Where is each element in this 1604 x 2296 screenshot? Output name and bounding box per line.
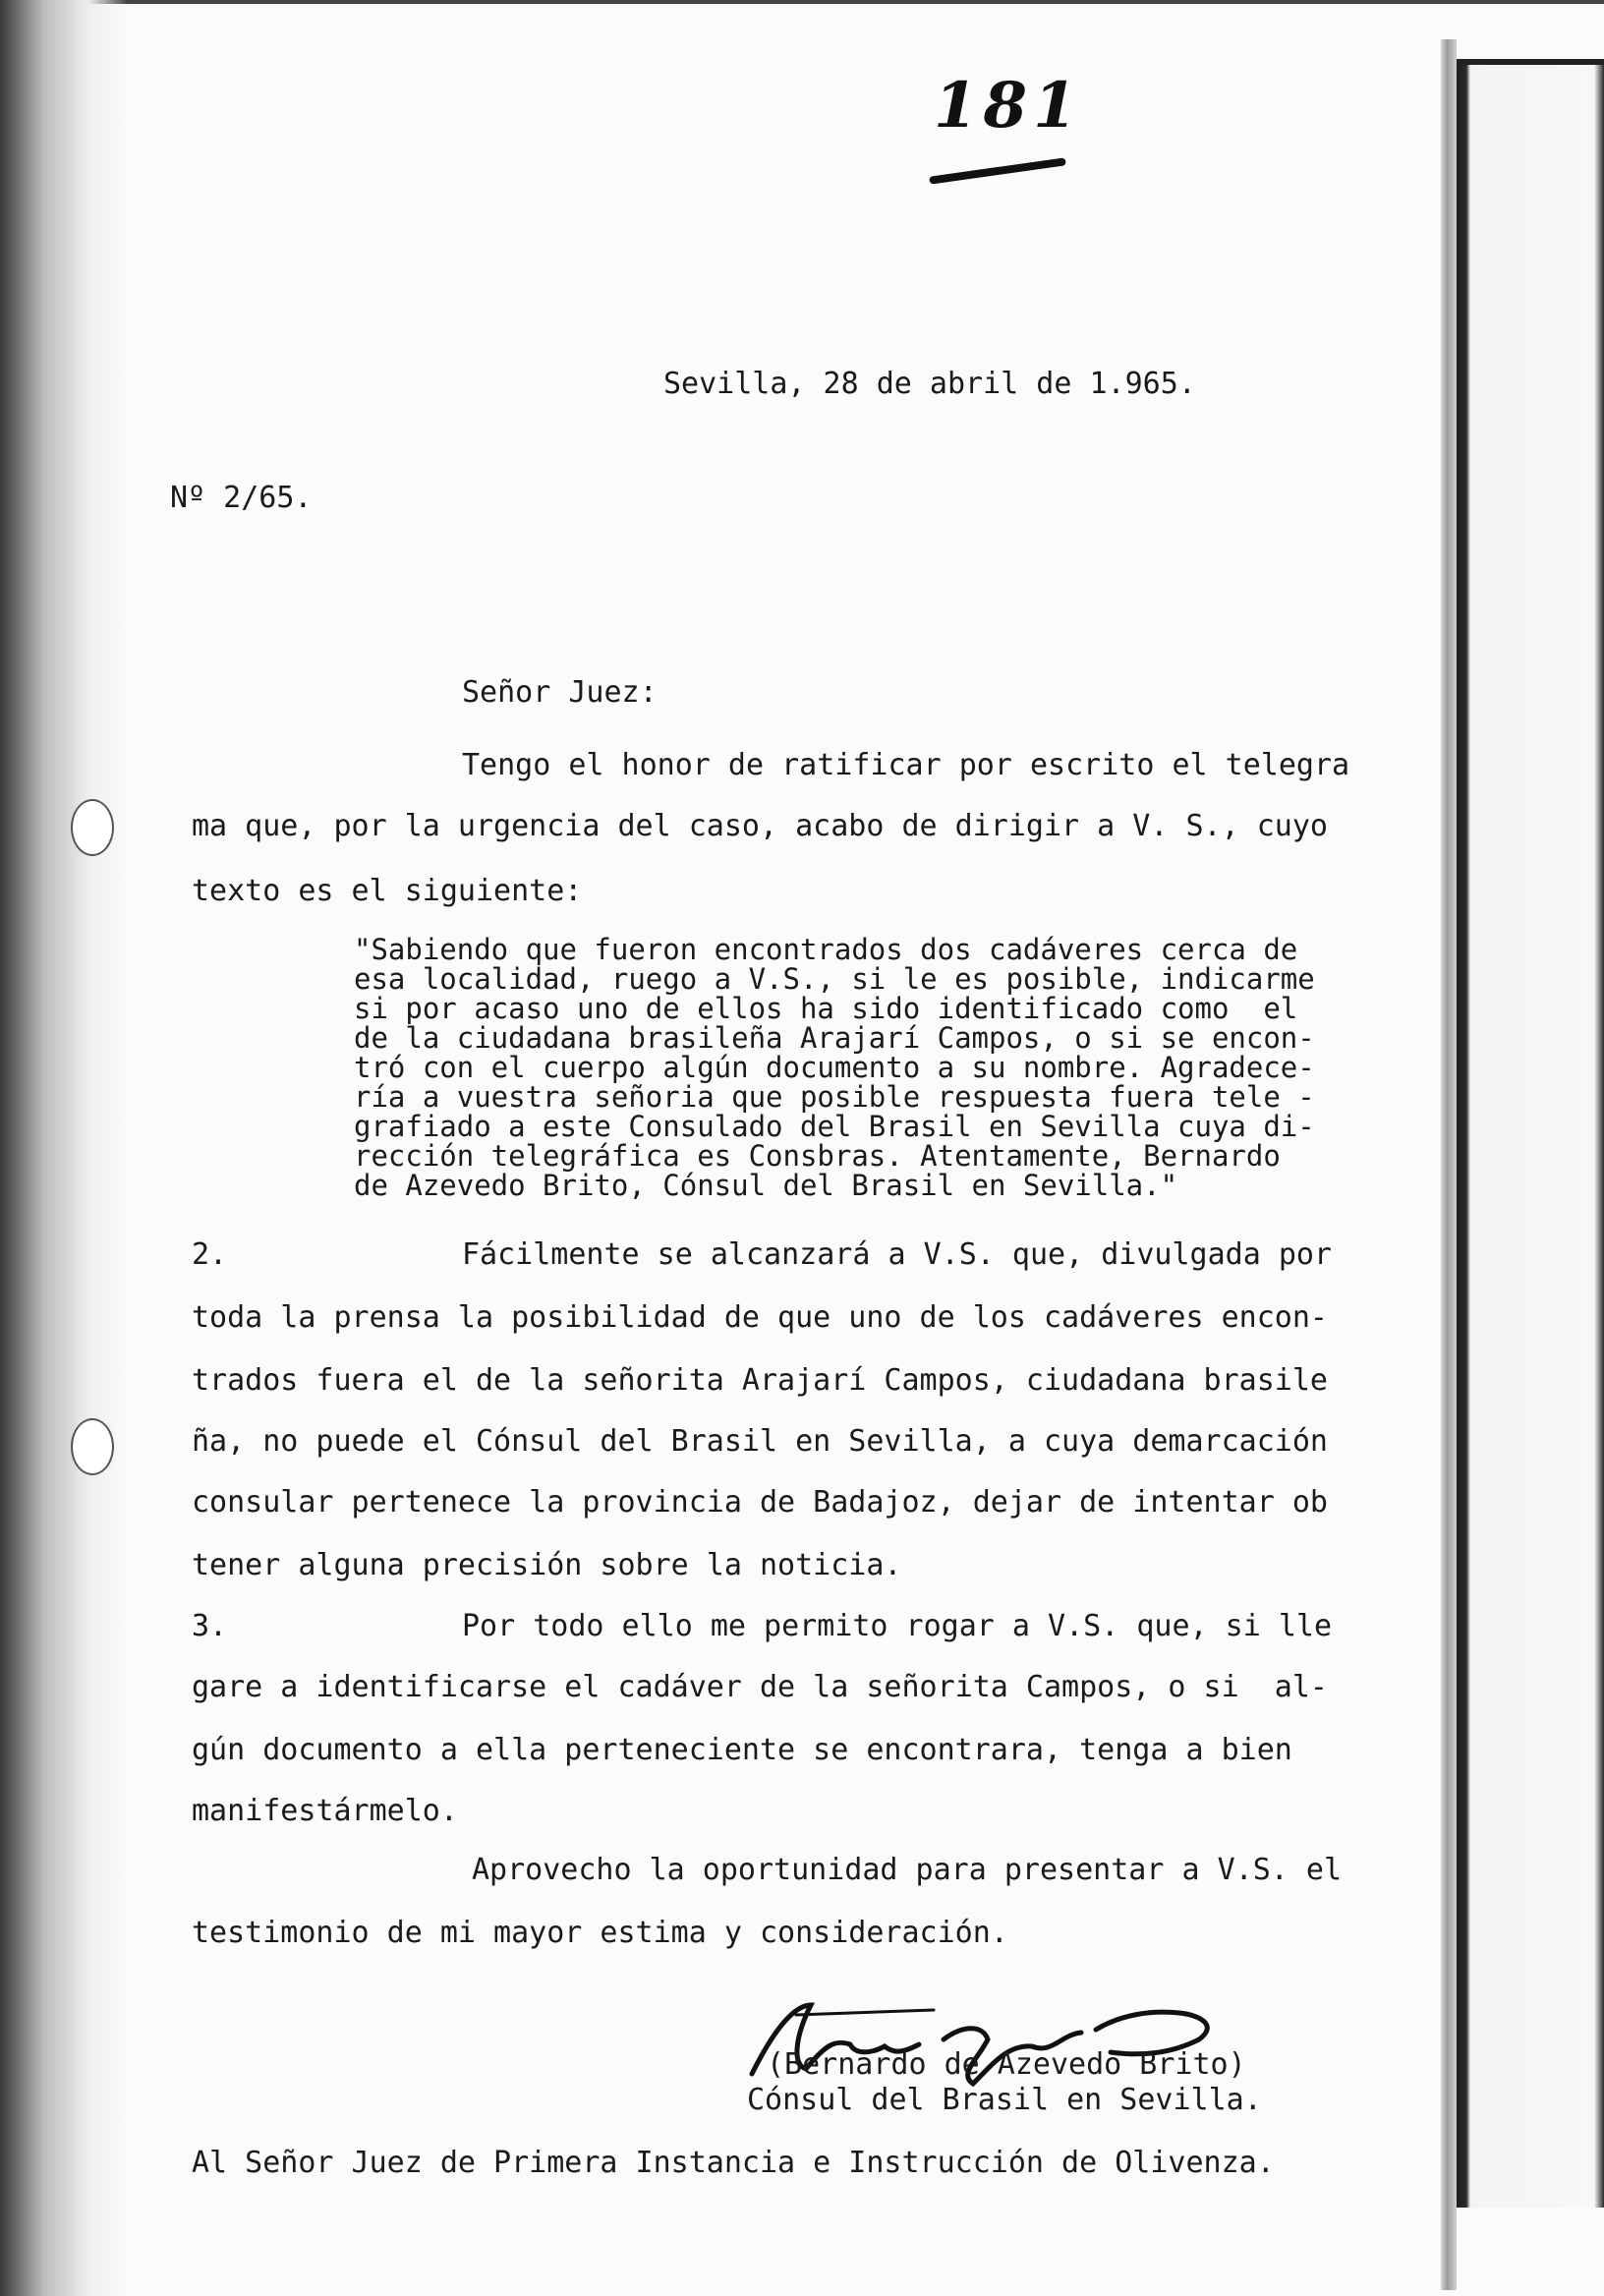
paragraph3-line: manifestármelo. [192, 1794, 458, 1828]
quote-line: rección telegráfica es Consbras. Atentamente, Bernardo [354, 1139, 1281, 1173]
paragraph1-line: ma que, por la urgencia del caso, acabo de dirigir a V. S., cuyo [192, 809, 1328, 843]
paragraph2-line: ña, no puede el Cónsul del Brasil en Sevilla, a cuya demarcación [192, 1424, 1328, 1459]
quote-line: de la ciudadana brasileña Arajarí Campos, o si se encon- [354, 1021, 1315, 1055]
paragraph3-number: 3. [192, 1609, 228, 1643]
paragraph2-line: toda la prensa la posibilidad de que uno de los cadáveres encon- [192, 1300, 1328, 1335]
paragraph2-line: consular pertenece la provincia de Badajoz, dejar de intentar ob [192, 1485, 1328, 1520]
salutation: Señor Juez: [462, 675, 658, 710]
reference-number: Nº 2/65. [170, 481, 313, 515]
quote-line: ría a vuestra señoria que posible respuesta fuera tele - [354, 1080, 1315, 1114]
folio-number: 181 [934, 69, 1083, 143]
folio-underline [929, 157, 1066, 184]
addressee: Al Señor Juez de Primera Instancia e Instrucción de Olivenza. [192, 2146, 1275, 2180]
paragraph2-line: trados fuera el de la señorita Arajarí Campos, ciudadana brasile [192, 1363, 1328, 1398]
quote-line: esa localidad, ruego a V.S., si le es posible, indicarme [354, 962, 1315, 996]
paragraph3-line: gare a identificarse el cadáver de la señorita Campos, o si al- [192, 1670, 1328, 1704]
right-binding-strip [1441, 39, 1457, 2290]
quote-line: tró con el cuerpo algún documento a su nombre. Agradece- [354, 1051, 1315, 1084]
quote-line: "Sabiendo que fueron encontrados dos cadáveres cerca de [354, 933, 1298, 966]
right-scan-edge [1457, 59, 1604, 2208]
signer-title: Cónsul del Brasil en Sevilla. [747, 2083, 1262, 2117]
paragraph2-number: 2. [192, 1237, 228, 1272]
closing-line: Aprovecho la oportunidad para presentar a V.S. el [472, 1853, 1343, 1887]
paragraph2-line: Fácilmente se alcanzará a V.S. que, divulgada por [462, 1237, 1333, 1272]
paragraph3-line: gún documento a ella perteneciente se encontrara, tenga a bien [192, 1733, 1292, 1767]
paragraph2-line: tener alguna precisión sobre la noticia. [192, 1548, 902, 1582]
punch-hole [71, 1418, 114, 1475]
closing-line: testimonio de mi mayor estima y consideración. [192, 1916, 1008, 1950]
left-scan-edge [0, 0, 128, 2296]
paragraph1-line: Tengo el honor de ratificar por escrito el telegra [462, 748, 1350, 782]
punch-hole [71, 799, 114, 856]
date-line: Sevilla, 28 de abril de 1.965. [663, 367, 1196, 401]
signer-name: (Bernardo de Azevedo Brito) [767, 2047, 1246, 2082]
quote-line: si por acaso uno de ellos ha sido identificado como el [354, 992, 1298, 1025]
quote-line: de Azevedo Brito, Cónsul del Brasil en Sevilla." [354, 1169, 1178, 1202]
paragraph1-line: texto es el siguiente: [192, 874, 583, 908]
quote-line: grafiado a este Consulado del Brasil en Sevilla cuya di- [354, 1110, 1315, 1143]
paragraph3-line: Por todo ello me permito rogar a V.S. que, si lle [462, 1609, 1333, 1643]
top-border [0, 0, 1604, 4]
